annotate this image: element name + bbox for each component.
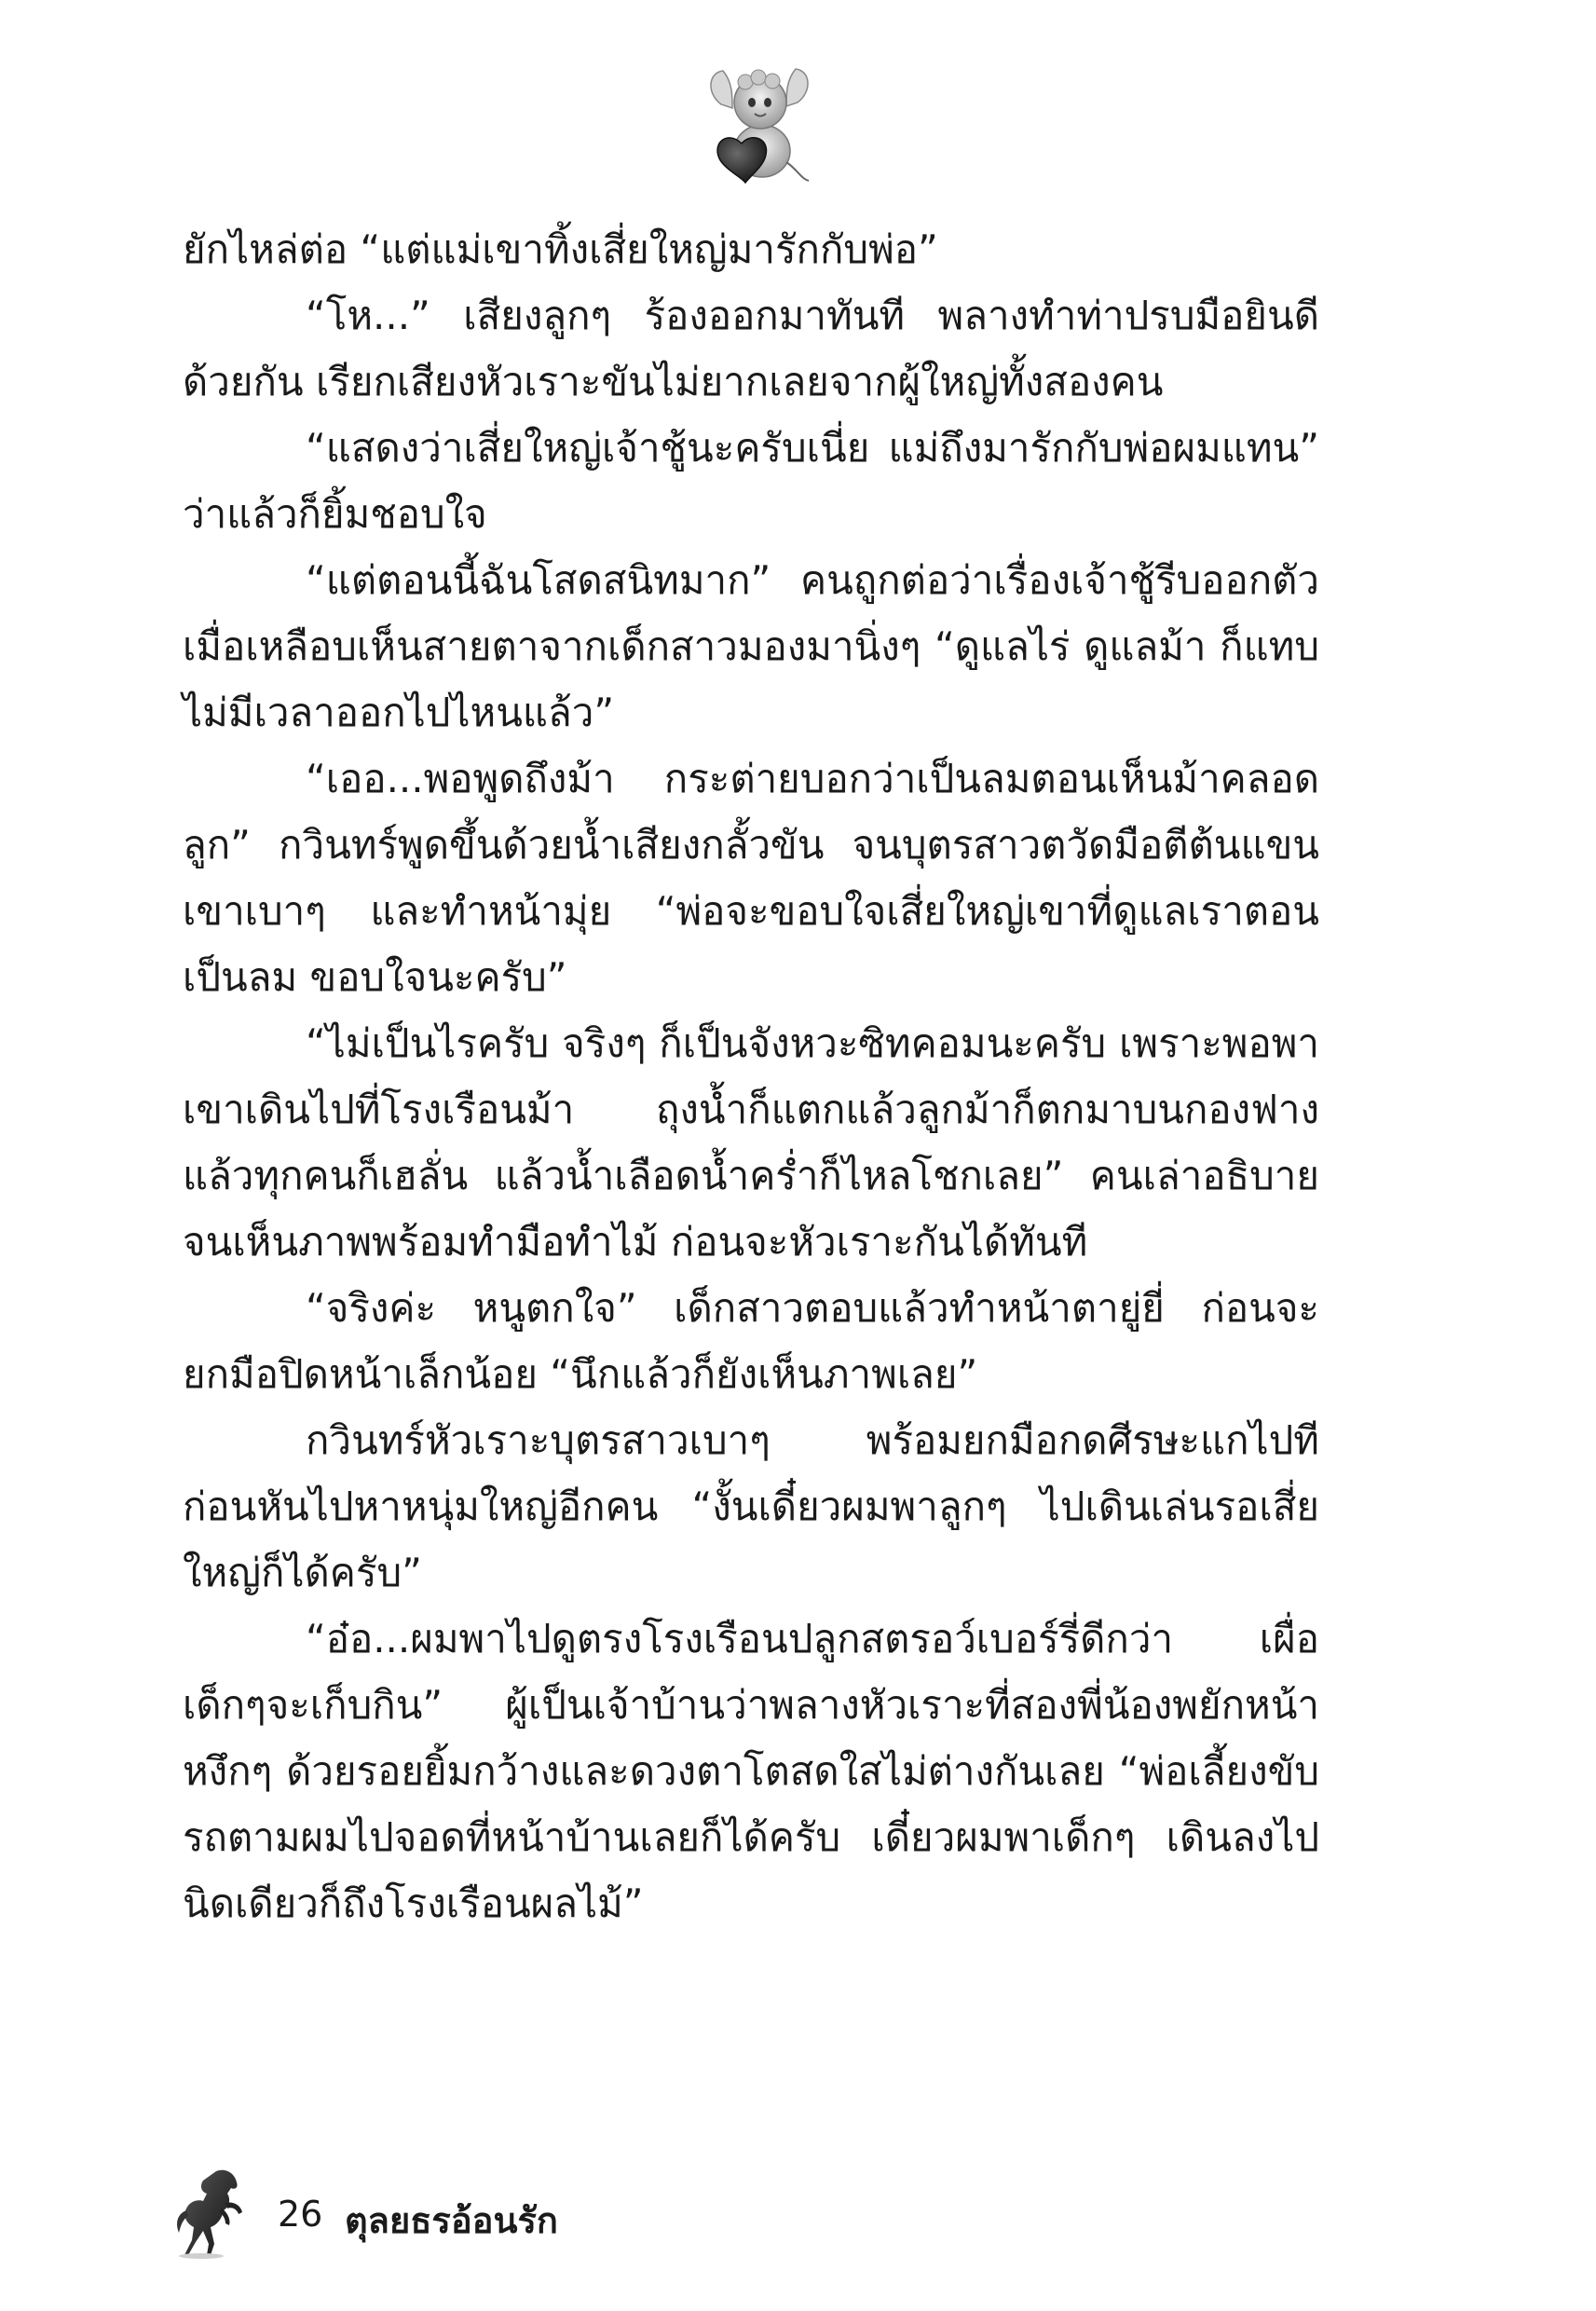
paragraph: “ไม่เป็นไรครับ จริงๆ ก็เป็นจังหวะซิทคอมนะครับ เพราะพอพาเขาเดินไปที่โรงเรือนม้า ถุงน้ำก็แตกแล้วลูกม้าก็ตกมาบนกองฟาง แล้วทุกคนก็เฮลั่น แล้วน้ำเลือดน้ำคร่ำก็ไหลโชกเลย” คนเล่าอธิบายจนเห็นภาพพร้อมทำมือทำไม้ ก่อนจะหัวเราะกันได้ทันที <box>183 1020 1319 1265</box>
rearing-horse-icon <box>173 2166 250 2259</box>
page-footer <box>173 2166 732 2259</box>
paragraph: “แสดงว่าเสี่ยใหญ่เจ้าชู้นะครับเนี่ย แม่ถึงมารักกับพ่อผมแทน” ว่าแล้วก็ยิ้มชอบใจ <box>183 425 1319 537</box>
paragraph: “โห...” เสียงลูกๆ ร้องออกมาทันที พลางทำท่าปรบมือยินดีด้วยกัน เรียกเสียงหัวเราะขันไม่ยากเลยจากผู้ใหญ่ทั้งสองคน <box>183 293 1319 404</box>
paragraph: “แต่ตอนนี้ฉันโสดสนิทมาก” คนถูกต่อว่าเรื่องเจ้าชู้รีบออกตัวเมื่อเหลือบเห็นสายตาจากเด็กสาวมองมานิ่งๆ “ดูแลไร่ ดูแลม้า ก็แทบไม่มีเวลาออกไปไหนแล้ว” <box>183 557 1319 735</box>
paragraph: “อ๋อ...ผมพาไปดูตรงโรงเรือนปลูกสตรอว์เบอร์รี่ดีกว่า เผื่อเด็กๆจะเก็บกิน” ผู้เป็นเจ้าบ้านว่าพลางหัวเราะที่สองพี่น้องพยักหน้าหงึกๆ ด้วยรอยยิ้มกว้างและดวงตาโตสดใสไม่ต่างกันเลย “พ่อเลี้ยงขับรถตามผมไปจอดที่หน้าบ้านเลยก็ได้ครับ เดี๋ยวผมพาเด็กๆ เดินลงไปนิดเดียวก็ถึงโรงเรือนผลไม้” <box>183 1616 1319 1926</box>
paragraph: กวินทร์หัวเราะบุตรสาวเบาๆ พร้อมยกมือกดศีรษะแกไปที ก่อนหันไปหาหนุ่มใหญ่อีกคน “งั้นเดี๋ยวผมพาลูกๆ ไปเดินเล่นรอเสี่ยใหญ่ก็ได้ครับ” <box>183 1417 1319 1595</box>
paragraph: “เออ...พอพูดถึงม้า กระต่ายบอกว่าเป็นลมตอนเห็นม้าคลอดลูก” กวินทร์พูดขึ้นด้วยน้ำเสียงกลั้วขัน จนบุตรสาวตวัดมือตีต้นแขนเขาเบาๆ และทำหน้ามุ่ย “พ่อจะขอบใจเสี่ยใหญ่เขาที่ดูแลเราตอนเป็นลม ขอบใจนะครับ” <box>183 756 1319 1000</box>
cupid-with-heart-icon <box>704 65 814 186</box>
page-number: 26 <box>278 2194 323 2235</box>
paragraph: ยักไหล่ต่อ “แต่แม่เขาทิ้งเสี่ยใหญ่มารักกับพ่อ” <box>183 226 938 272</box>
paragraph: “จริงค่ะ หนูตกใจ” เด็กสาวตอบแล้วทำหน้าตายู่ยี่ ก่อนจะยกมือปิดหน้าเล็กน้อย “นึกแล้วก็ยังเห็นภาพเลย” <box>183 1285 1319 1397</box>
body-text <box>183 216 1319 1936</box>
book-title: ตุลยธรอ้อนรัก <box>345 2200 558 2241</box>
